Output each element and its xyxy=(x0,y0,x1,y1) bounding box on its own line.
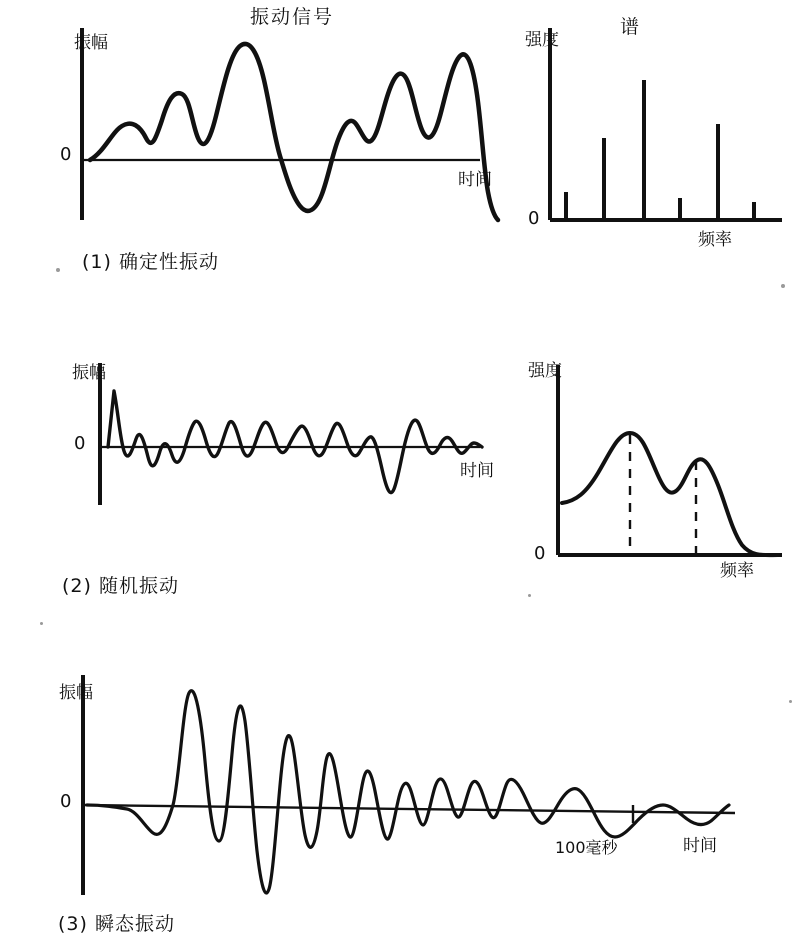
scale-note-label: 100毫秒 xyxy=(555,838,618,857)
random-spectrum-svg xyxy=(520,355,800,575)
random-time-svg xyxy=(60,355,500,545)
x-axis-label: 频率 xyxy=(698,230,732,250)
x-axis-label: 时间 xyxy=(458,170,492,190)
x-axis-label: 时间 xyxy=(683,836,717,856)
spectrum-curve-random xyxy=(562,433,778,555)
waveform-deterministic xyxy=(90,44,498,220)
waveform-random xyxy=(108,391,482,493)
x-axis-label: 频率 xyxy=(720,561,754,581)
zero-label: 0 xyxy=(60,791,72,812)
figure-title-spectrum: 谱 xyxy=(620,16,642,38)
row-caption-3: (3) 瞬态振动 xyxy=(58,913,175,935)
x-axis-label: 时间 xyxy=(460,461,494,481)
row-deterministic xyxy=(0,0,812,290)
y-axis-label: 强度 xyxy=(525,30,559,50)
deterministic-time-svg xyxy=(60,20,500,250)
row-random xyxy=(0,355,812,625)
row-caption-2: (2) 随机振动 xyxy=(62,575,179,597)
waveform-transient xyxy=(87,691,729,893)
row-transient xyxy=(0,665,812,950)
y-axis-label: 强度 xyxy=(528,361,562,381)
random-spectrum-plot xyxy=(520,355,800,581)
zero-label: 0 xyxy=(74,433,86,454)
y-axis-label: 振幅 xyxy=(72,363,106,383)
zero-label: 0 xyxy=(534,543,546,564)
zero-label: 0 xyxy=(60,144,72,165)
x-axis xyxy=(83,805,735,813)
deterministic-spectrum-svg xyxy=(520,16,800,250)
random-time-plot xyxy=(60,355,500,545)
row-caption-1: (1) 确定性振动 xyxy=(82,251,219,273)
deterministic-spectrum-plot xyxy=(520,16,800,250)
y-axis-label: 振幅 xyxy=(74,33,108,53)
transient-time-svg xyxy=(55,665,795,915)
deterministic-time-plot xyxy=(60,20,500,250)
zero-label: 0 xyxy=(528,208,540,229)
transient-time-plot xyxy=(55,665,795,915)
y-axis-label: 振幅 xyxy=(59,683,93,703)
figure-title-signal: 振动信号 xyxy=(250,6,335,28)
